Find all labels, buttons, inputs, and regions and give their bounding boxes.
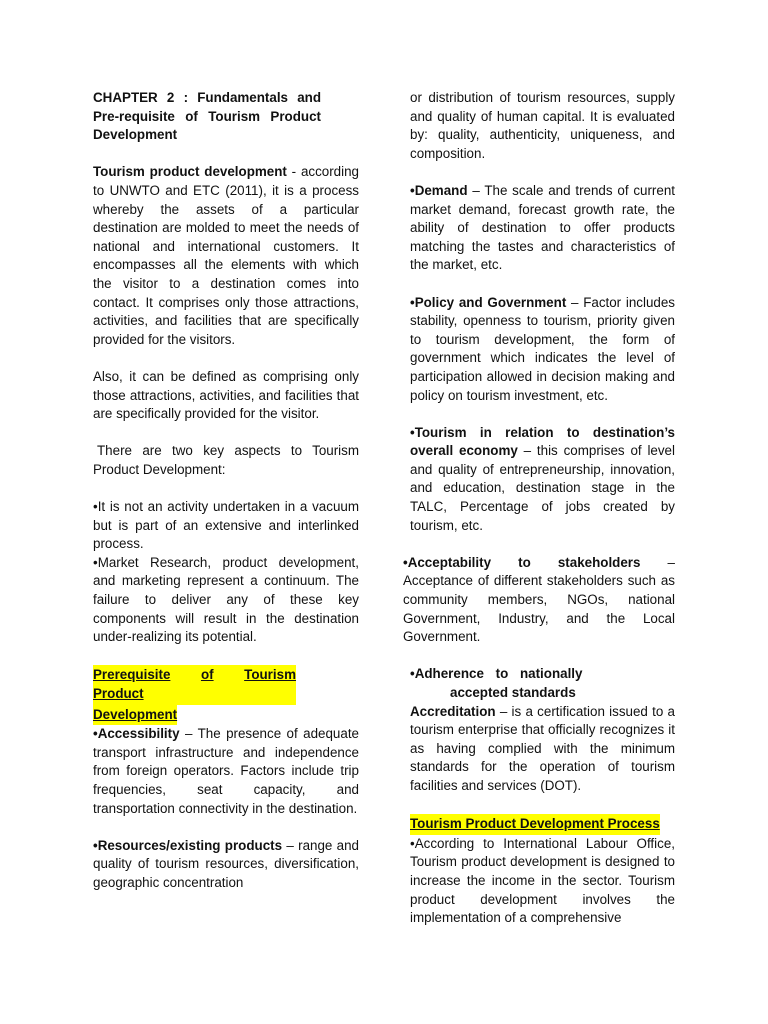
- resources-text: – range and quality of tourism resources, diversification, geographic concentration: [93, 837, 359, 890]
- demand-text: – The scale and trends of current market demand, forecast growth rate, the ability of destination to offer products matching the tastes and characteristics of the market, etc.: [410, 182, 675, 273]
- economy-text: – this comprises of level and quality of entrepreneurship, innovation, and education, destination stage in the TALC, Percentage of jobs created by tourism, etc.: [410, 443, 675, 533]
- policy-text: – Factor includes stability, openness to tourism, priority given to tourism development, the form of government which indicates the level of participation allowed in decision making and policy on tourism investment, etc.: [410, 294, 675, 403]
- definition-text: - according to UNWTO and ETC (2011), it is a process whereby the assets of a particular destination are molded to meet the needs of national and international customers. It encompasses all the elements with which the visitor to a destination comes into contact. It comprises only those attractions, activities, and facilities that are specifically provided for the visitors.: [93, 164, 359, 347]
- resources-paragraph: [93, 837, 359, 893]
- definition-paragraph: [93, 163, 359, 349]
- accreditation-term: Accreditation: [410, 703, 496, 719]
- aspect-item-2: •Market Research, product development, and marketing represent a continuum. The failure to deliver any of these key components will result in the destination under-realizing its potential.: [93, 554, 359, 645]
- accreditation-text: – is a certification issued to a tourism enterprise that officially recognizes it as having complied with the minimum standards for the operation of tourism facilities and services (DOT).: [410, 703, 675, 793]
- economy-paragraph: [410, 424, 675, 536]
- acceptability-text: – Acceptance of different stakeholders such as community members, NGOs, national Government, Industry, and the Local Government.: [403, 554, 676, 645]
- process-paragraph: •According to International Labour Office, Tourism product development is designed to increase the income in the sector. Tourism product development involves the implementation of a comprehensive: [410, 835, 675, 926]
- prereq-word-1: Prerequisite: [93, 666, 170, 685]
- demand-term: •Demand: [410, 182, 468, 198]
- definition-term: Tourism product development: [93, 164, 287, 180]
- prereq-word-2: of: [201, 666, 214, 685]
- accessibility-term: •Accessibility: [93, 726, 180, 742]
- two-aspects-paragraph: There are two key aspects to Tourism Product Development:: [93, 443, 359, 477]
- acceptability-term: •Acceptability to stakeholders: [403, 554, 641, 570]
- adherence-heading: •Adherence to nationally: [410, 666, 583, 682]
- economy-term: •Tourism in relation to destination’s overall economy: [410, 424, 675, 459]
- aspect-item-1: •It is not an activity undertaken in a vacuum but is part of an extensive and interlinked process.: [93, 499, 359, 552]
- chapter-title: CHAPTER 2 : Fundamentals and Pre-requisite of Tourism Product Development: [93, 90, 321, 143]
- accessibility-paragraph: [93, 725, 359, 818]
- acceptability-paragraph: [403, 554, 675, 647]
- prereq-word-4: Product: [93, 685, 144, 704]
- left-column: [93, 89, 359, 893]
- prereq-word-3: Tourism: [244, 666, 296, 685]
- resources-continued: or distribution of tourism resources, supply and quality of human capital. It is evaluated by: quality, authenticity, uniqueness, and composition.: [410, 90, 675, 161]
- right-column: [403, 89, 676, 928]
- prerequisite-heading: [93, 665, 296, 704]
- resources-term: •Resources/existing products: [93, 837, 283, 853]
- prereq-word-5: Development: [93, 705, 177, 726]
- also-paragraph: Also, it can be defined as comprising only those attractions, activities, and facilities that are specifically provided for the visitor.: [93, 368, 359, 422]
- process-heading: Tourism Product Development Process: [410, 814, 660, 835]
- accessibility-text: – The presence of adequate transport infrastructure and independence from foreign operators. Factors include trip frequencies, seat capacity, and transportation connectivity in the destination.: [93, 726, 359, 816]
- accreditation-paragraph: [410, 703, 675, 796]
- demand-paragraph: [410, 182, 675, 275]
- policy-paragraph: [410, 294, 675, 406]
- adherence-heading-line2: accepted standards: [450, 685, 576, 700]
- policy-term: •Policy and Government: [410, 294, 567, 310]
